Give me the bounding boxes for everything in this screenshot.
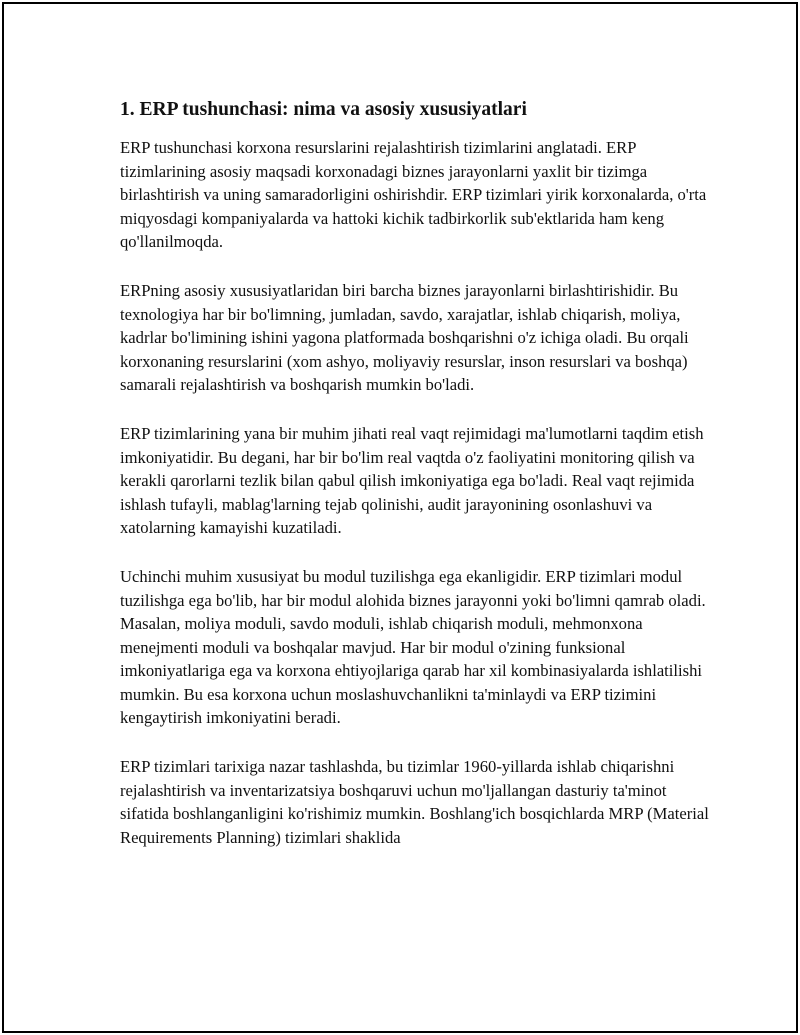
paragraph-modular-structure: Uchinchi muhim xususiyat bu modul tuzilishga ega ekanligidir. ERP tizimlari modul tuzilishga ega bo'lib, har bir modul alohida biznes jarayonni yoki bo'limni qamrab oladi. Masalan, moliya moduli, savdo moduli, ishlab chiqarish moduli, mehmonxona menejmenti moduli va boshqalar mavjud. Har bir modul o'zining funksional imkoniyatlariga ega va korxona ehtiyojlariga qarab har xil kombinasiyalarda ishlatilishi mumkin. Bu esa korxona uchun moslashuvchanlikni ta'minlaydi va ERP tizimini kengaytirish imkoniyatini beradi.	[120, 566, 706, 728]
paragraph-erp-history: ERP tizimlari tarixiga nazar tashlashda, bu tizimlar 1960-yillarda ishlab chiqarishni rejalashtirish va inventarizatsiya boshqaruvi uchun mo'ljallangan dasturiy ta'minot sifatida boshlanganligini ko'rishimiz mumkin. Boshlang'ich bosqichlarda MRP (Material Requirements Planning) tizimlari shaklida	[120, 757, 709, 847]
section-heading: 1. ERP tushunchasi: nima va asosiy xususiyatlari	[120, 99, 527, 120]
page-frame	[2, 2, 798, 1033]
paragraph-process-integration: ERPning asosiy xususiyatlaridan biri barcha biznes jarayonlarni birlashtirishidir. Bu texnologiya har bir bo'limning, jumladan, savdo, xarajatlar, ishlab chiqarish, moliya, kadrlar bo'limining ishini yagona platformada boshqarishni o'z ichiga oladi. Bu orqali korxonaning resurslarini (xom ashyo, moliyaviy resurslar, inson resurslari va boshqa) samarali rejalashtirish va boshqarish mumkin bo'ladi.	[120, 280, 689, 395]
paragraph-erp-definition: ERP tushunchasi korxona resurslarini rejalashtirish tizimlarini anglatadi. ERP tizimlarining asosiy maqsadi korxonadagi biznes jarayonlarni yaxlit bir tizimga birlashtirish va uning samaradorligini oshirishdir. ERP tizimlari yirik korxonalarda, o'rta miqyosdagi kompaniyalarda va hattoki kichik tadbirkorlik sub'ektlarida ham keng qo'llanilmoqda.	[120, 138, 707, 252]
paragraph-real-time-data: ERP tizimlarining yana bir muhim jihati real vaqt rejimidagi ma'lumotlarni taqdim etish imkoniyatidir. Bu degani, har bir bo'lim real vaqtda o'z faoliyatini monitoring qilish va kerakli qarorlarni tezlik bilan qabul qilish imkoniyatiga ega bo'ladi. Real vaqt rejimida ishlash tufayli, mablag'larning tejab qolinishi, audit jarayonining osonlashuvi va xatolarning kamayishi kuzatiladi.	[120, 423, 704, 538]
document-body	[120, 96, 710, 874]
